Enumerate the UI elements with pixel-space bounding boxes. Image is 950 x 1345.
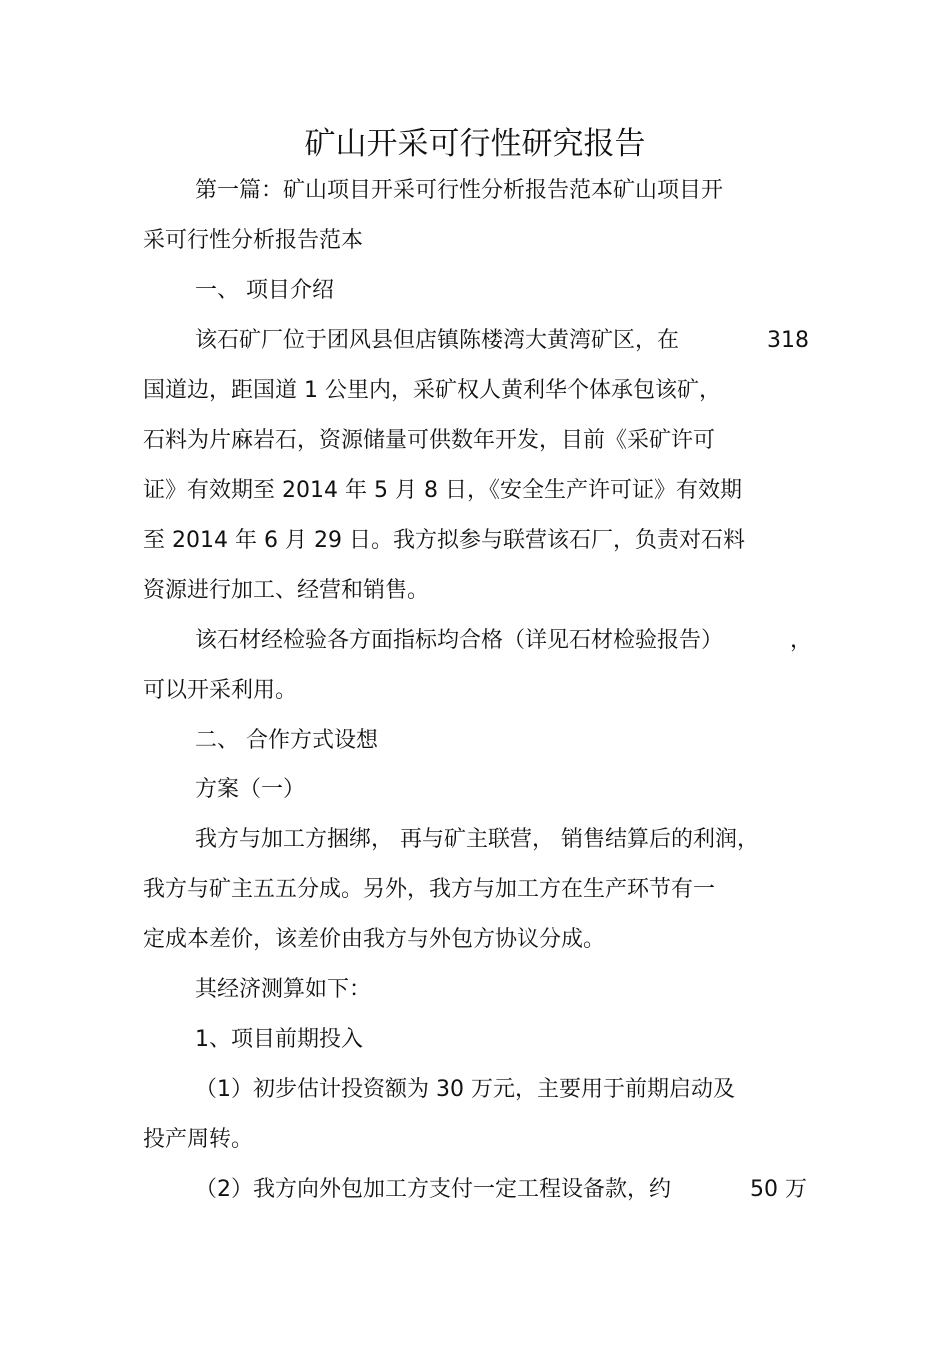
line-18: 1、项目前期投入 [195, 1027, 363, 1052]
line-16: 定成本差价，该差价由我方与外包方协议分成。 [143, 927, 606, 952]
line-4: 该石矿厂位于团风县但店镇陈楼湾大黄湾矿区，在 [195, 328, 680, 353]
line-20: 投产周转。 [143, 1127, 254, 1152]
line-5: 国道边，距国道 1 公里内，采矿权人黄利华个体承包该矿， [143, 378, 721, 403]
section-heading-1: 一、 项目介绍 [195, 278, 334, 303]
line-6: 石料为片麻岩石，资源储量可供数年开发，目前《采矿许可 [143, 428, 716, 453]
line-19: （1）初步估计投资额为 30 万元，主要用于前期启动及 [195, 1077, 735, 1102]
line-1: 第一篇：矿山项目开采可行性分析报告范本矿山项目开 [195, 178, 724, 203]
section-heading-2: 二、 合作方式设想 [195, 728, 378, 753]
line-7: 证》有效期至 2014 年 5 月 8 日，《安全生产许可证》有效期 [143, 478, 742, 503]
line-17: 其经济测算如下： [195, 977, 372, 1002]
line-11: 可以开采利用。 [143, 678, 298, 703]
line-2: 采可行性分析报告范本 [143, 228, 364, 253]
document-title: 矿山开采可行性研究报告 [304, 126, 646, 162]
line-13: 方案（一） [195, 777, 306, 802]
line-15: 我方与矿主五五分成。另外，我方与加工方在生产环节有一 [143, 877, 716, 902]
line-10: 该石材经检验各方面指标均合格（详见石材检验报告） [195, 628, 724, 653]
line-8: 至 2014 年 6 月 29 日。我方拟参与联营该石厂，负责对石料 [143, 528, 745, 553]
line-4-end: 318 [767, 328, 809, 353]
line-14: 我方与加工方捆绑， 再与矿主联营， 销售结算后的利润， [195, 827, 759, 852]
line-10-end: ， [790, 628, 813, 653]
line-9: 资源进行加工、经营和销售。 [143, 578, 430, 603]
line-21: （2）我方向外包加工方支付一定工程设备款，约 [195, 1177, 671, 1202]
line-21-end: 50 万 [750, 1177, 807, 1202]
